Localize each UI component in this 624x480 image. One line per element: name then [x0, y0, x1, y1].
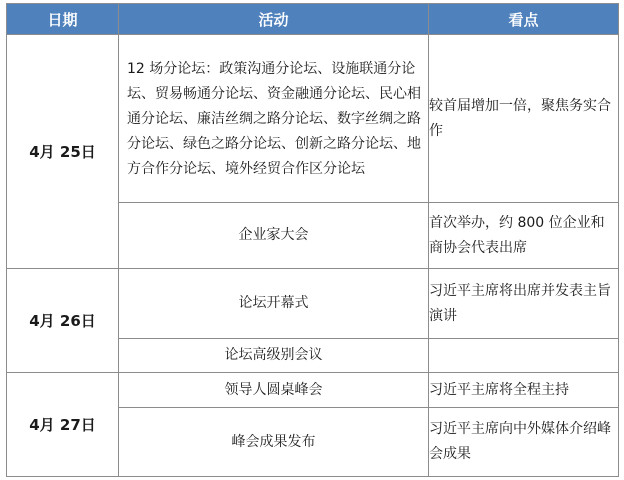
date-cell: 4月 25日 — [7, 35, 119, 269]
header-highlight: 看点 — [429, 4, 619, 35]
header-date: 日期 — [7, 4, 119, 35]
highlight-cell: 习近平主席向中外媒体介绍峰会成果 — [429, 408, 619, 477]
schedule-table — [6, 3, 619, 477]
date-cell: 4月 27日 — [7, 373, 119, 477]
activity-cell: 12 场分论坛：政策沟通分论坛、设施联通分论坛、贸易畅通分论坛、资金融通分论坛、民心相通分论坛、廉洁丝绸之路分论坛、数字丝绸之路分论坛、绿色之路分论坛、创新之路分论坛、地方合作分论坛、境外经贸合作区分论坛 — [119, 35, 429, 203]
highlight-cell: 首次举办，约 800 位企业和商协会代表出席 — [429, 203, 619, 269]
activity-cell: 峰会成果发布 — [119, 408, 429, 477]
highlight-cell: 较首届增加一倍，聚焦务实合作 — [429, 35, 619, 203]
table-row — [7, 35, 619, 203]
date-cell: 4月 26日 — [7, 269, 119, 373]
activity-cell: 论坛高级别会议 — [119, 339, 429, 373]
table-row — [7, 269, 619, 339]
highlight-cell: 习近平主席将出席并发表主旨演讲 — [429, 269, 619, 339]
highlight-cell — [429, 339, 619, 373]
highlight-cell: 习近平主席将全程主持 — [429, 373, 619, 408]
activity-cell: 领导人圆桌峰会 — [119, 373, 429, 408]
header-activity: 活动 — [119, 4, 429, 35]
table-row — [7, 373, 619, 408]
activity-cell: 企业家大会 — [119, 203, 429, 269]
header-row — [7, 4, 619, 35]
activity-cell: 论坛开幕式 — [119, 269, 429, 339]
